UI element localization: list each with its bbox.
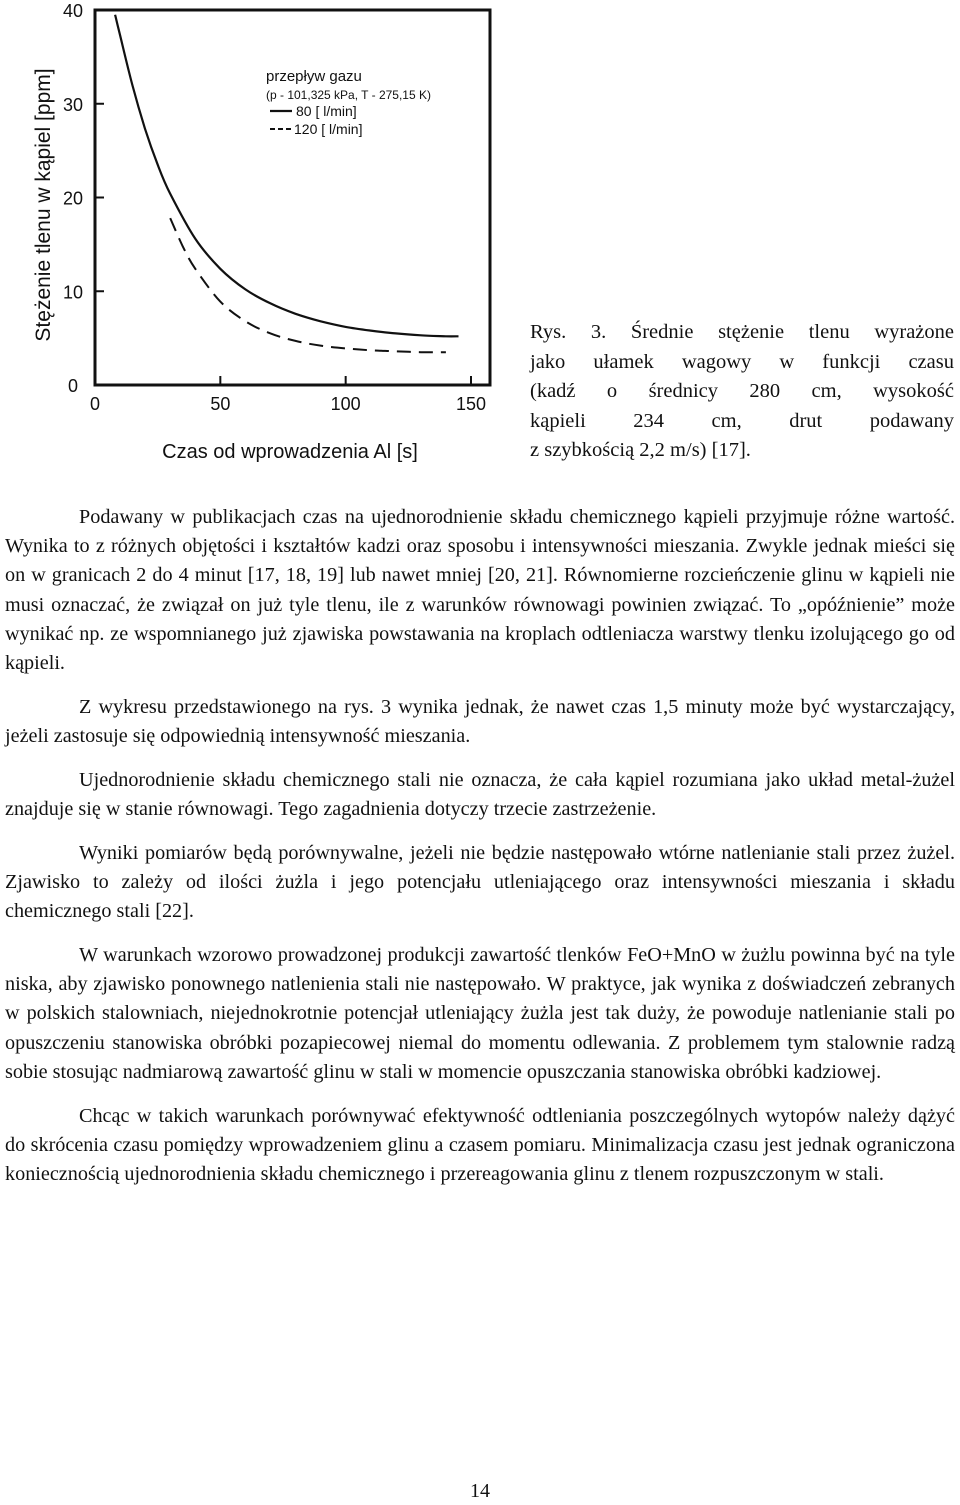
y-axis-ticks	[63, 1, 104, 396]
paragraph: Chcąc w takich warunkach porównywać efektywność odtleniania poszczególnych wytopów należy dążyć do skrócenia czasu pomiędzy wprowadzeniem glinu a czasem pomiaru. Minimalizacja czasu jest jednak ograniczona koniecznością ujednorodnienia składu chemicznego i przereagowania glinu z tlenem rozpuszczonym w stali.	[5, 1104, 955, 1186]
paragraph: Ujednorodnienie składu chemicznego stali nie oznacza, że cała kąpiel rozumiana jako układ metal-żużel znajduje się w stanie równowagi. Tego zagadnienia dotyczy trzecie zastrzeżenie.	[5, 768, 955, 821]
caption-line: Rys. 3. Średnie stężenie tlenu wyrażone	[530, 321, 954, 343]
x-axis-label: Czas od wprowadzenia Al [s]	[162, 441, 418, 463]
y-axis-label: Stężenie tlenu w kąpiel [ppm]	[32, 68, 55, 342]
y-tick-label: 30	[62, 94, 84, 115]
legend-dashed-label: 120 [ l/min]	[294, 121, 363, 137]
legend	[266, 68, 431, 137]
series-line-80	[115, 15, 458, 337]
caption-line: kąpieli 234 cm, drut podawany	[530, 409, 954, 432]
caption-line: (kadź o średnicy 280 cm, wysokość	[530, 380, 954, 403]
x-tick-label: 0	[89, 394, 101, 414]
figure-caption	[530, 318, 954, 466]
paragraph: Wyniki pomiarów będą porównywalne, jeżeli nie będzie następowało wtórne natlenianie stali przez żużel. Zjawisko to zależy od ilości żużla i jego potencjału utleniającego oraz intensywności mieszania i składu chemicznego stali [22].	[5, 841, 955, 923]
body-text	[5, 503, 955, 1204]
x-axis-ticks	[90, 376, 486, 414]
x-tick-label: 150	[455, 394, 487, 414]
caption-line: z szybkością 2,2 m/s) [17].	[530, 439, 751, 462]
page-number: 14	[470, 1480, 490, 1502]
legend-subtitle: (p - 101,325 kPa, T - 275,15 K)	[266, 88, 431, 102]
y-tick-label: 40	[62, 1, 84, 21]
y-tick-label: 20	[62, 188, 84, 209]
series-line-120	[170, 218, 446, 352]
plot-frame	[95, 10, 490, 385]
y-tick-label: 0	[67, 376, 79, 396]
oxygen-chart	[0, 0, 520, 470]
legend-title: przepływ gazu	[266, 68, 362, 85]
y-tick-label: 10	[62, 282, 84, 303]
paragraph: Podawany w publikacjach czas na ujednorodnienie składu chemicznego kąpieli przyjmuje różne wartość. Wynika to z różnych objętości i kształtów kadzi oraz sposobu i intensywności mieszania. Zwykle jednak mieści się on w granicach 2 do 4 minut [17, 18, 19] lub nawet mniej [20, 21]. Równomierne rozcieńczenie glinu w kąpieli nie musi oznaczać, że związał on już tyle tlenu, ile z warunków równowagi powinien związać. To „opóźnienie” może wynikać np. ze wspomnianego już zjawiska powstawania na kroplach odtleniacza warstwy tlenku izolującego go od kąpieli.	[5, 506, 955, 675]
paragraph: Z wykresu przedstawionego na rys. 3 wynika jednak, że nawet czas 1,5 minuty może być wystarczający, jeżeli zastosuje się odpowiednią intensywność mieszania.	[5, 695, 955, 748]
caption-line: jako ułamek wagowy w funkcji czasu	[530, 350, 954, 373]
paragraph: W warunkach wzorowo prowadzonej produkcji zawartość tlenków FeO+MnO w żużlu powinna być na tyle niska, aby zjawisko ponownego natlenienia stali nie następowało. W praktyce, jak wynika z doświadczeń zebranych w polskich stalowniach, niejednokrotnie potencjał utleniający żużla jest tak duży, że powoduje natlenianie stali po opuszczeniu stanowiska obróbki pozapiecowej niemal do momentu odlewania. Z problemem tym stalownie radzą sobie stosując nadmiarową zawartość glinu w stali w momencie opuszczania stanowiska obróbki kadziowej.	[5, 944, 955, 1083]
legend-solid-label: 80 [ l/min]	[296, 103, 357, 119]
x-tick-label: 100	[330, 394, 361, 414]
x-tick-label: 50	[210, 394, 231, 414]
